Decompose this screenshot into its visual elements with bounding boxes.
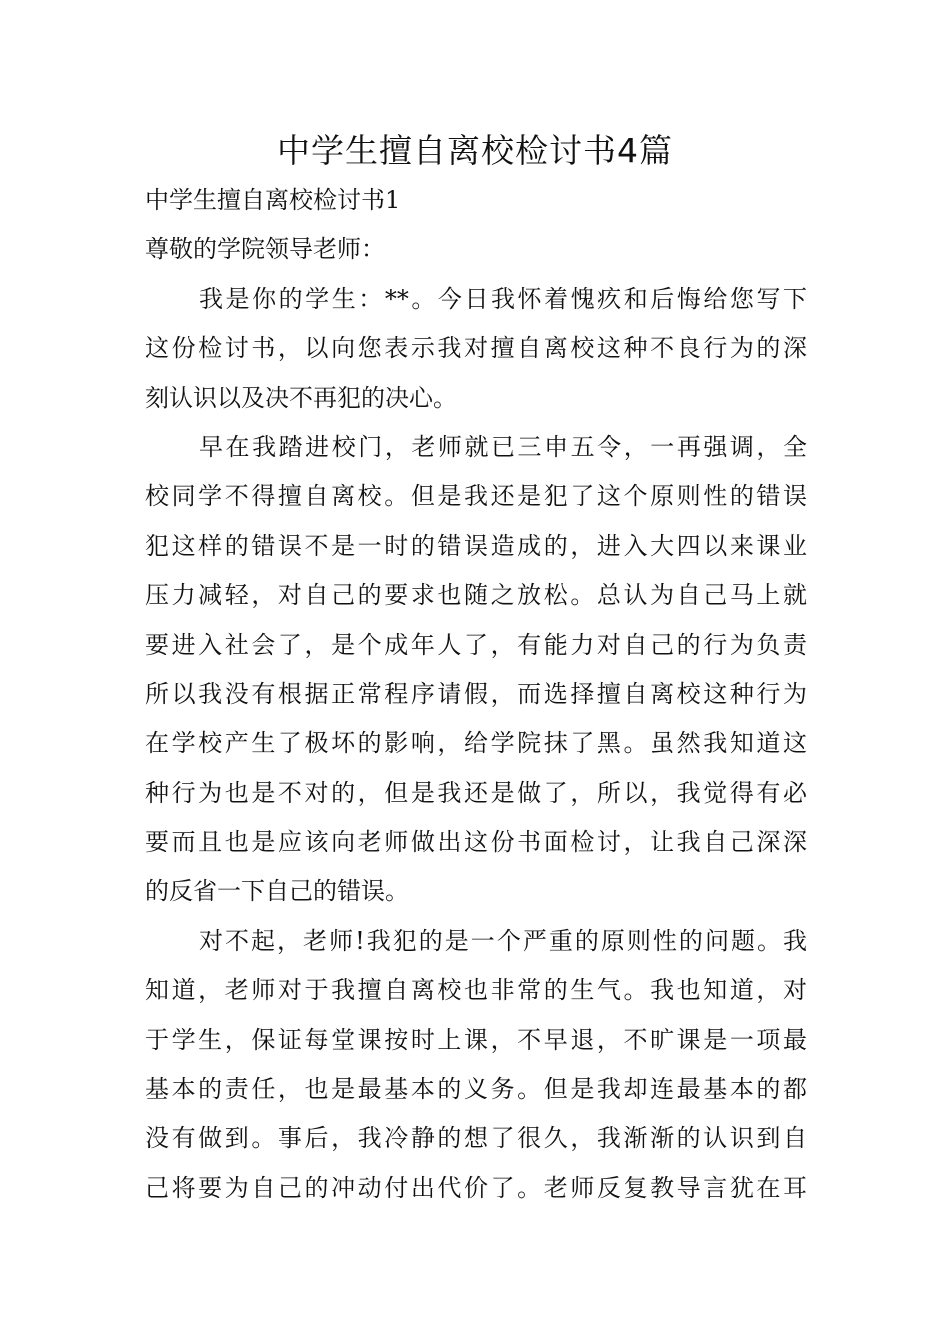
paragraph-2-line: 在学校产生了极坏的影响，给学院抹了黑。虽然我知道这 <box>145 729 807 758</box>
paragraph-2-line: 所以我没有根据正常程序请假，而选择擅自离校这种行为 <box>145 679 807 708</box>
paragraph-2-line: 种行为也是不对的，但是我还是做了，所以，我觉得有必 <box>145 778 807 807</box>
paragraph-3-line: 己将要为自己的冲动付出代价了。老师反复教导言犹在耳 <box>145 1173 807 1202</box>
paragraph-3-line: 没有做到。事后，我冷静的想了很久，我渐渐的认识到自 <box>145 1124 807 1153</box>
paragraph-2-line: 要进入社会了，是个成年人了，有能力对自己的行为负责 <box>145 630 807 659</box>
paragraph-3-line: 对不起，老师!我犯的是一个严重的原则性的问题。我 <box>199 926 807 955</box>
paragraph-3-line: 知道，老师对于我擅自离校也非常的生气。我也知道，对 <box>145 976 807 1005</box>
salutation: 尊敬的学院领导老师： <box>145 235 385 264</box>
paragraph-1-line: 这份检讨书，以向您表示我对擅自离校这种不良行为的深 <box>145 334 807 363</box>
paragraph-1-line: 我是你的学生：**。今日我怀着愧疚和后悔给您写下 <box>199 284 807 313</box>
document-body <box>145 176 807 1213</box>
document-subtitle: 中学生擅自离校检讨书1 <box>145 186 401 214</box>
paragraph-2-line: 早在我踏进校门，老师就已三申五令，一再强调，全 <box>199 432 807 461</box>
paragraph-2-line: 犯这样的错误不是一时的错误造成的，进入大四以来课业 <box>145 531 807 560</box>
paragraph-3-line: 于学生，保证每堂课按时上课，不早退，不旷课是一项最 <box>145 1025 807 1054</box>
paragraph-2-line: 的反省一下自己的错误。 <box>145 877 409 906</box>
paragraph-2-line: 要而且也是应该向老师做出这份书面检讨，让我自己深深 <box>145 828 807 857</box>
document-title: 中学生擅自离校检讨书4篇 <box>277 131 673 170</box>
paragraph-3-line: 基本的责任，也是最基本的义务。但是我却连最基本的都 <box>145 1075 807 1104</box>
paragraph-2-line: 压力减轻，对自己的要求也随之放松。总认为自己马上就 <box>145 581 807 610</box>
paragraph-2-line: 校同学不得擅自离校。但是我还是犯了这个原则性的错误 <box>145 482 807 511</box>
paragraph-1-line: 刻认识以及决不再犯的决心。 <box>145 383 457 412</box>
